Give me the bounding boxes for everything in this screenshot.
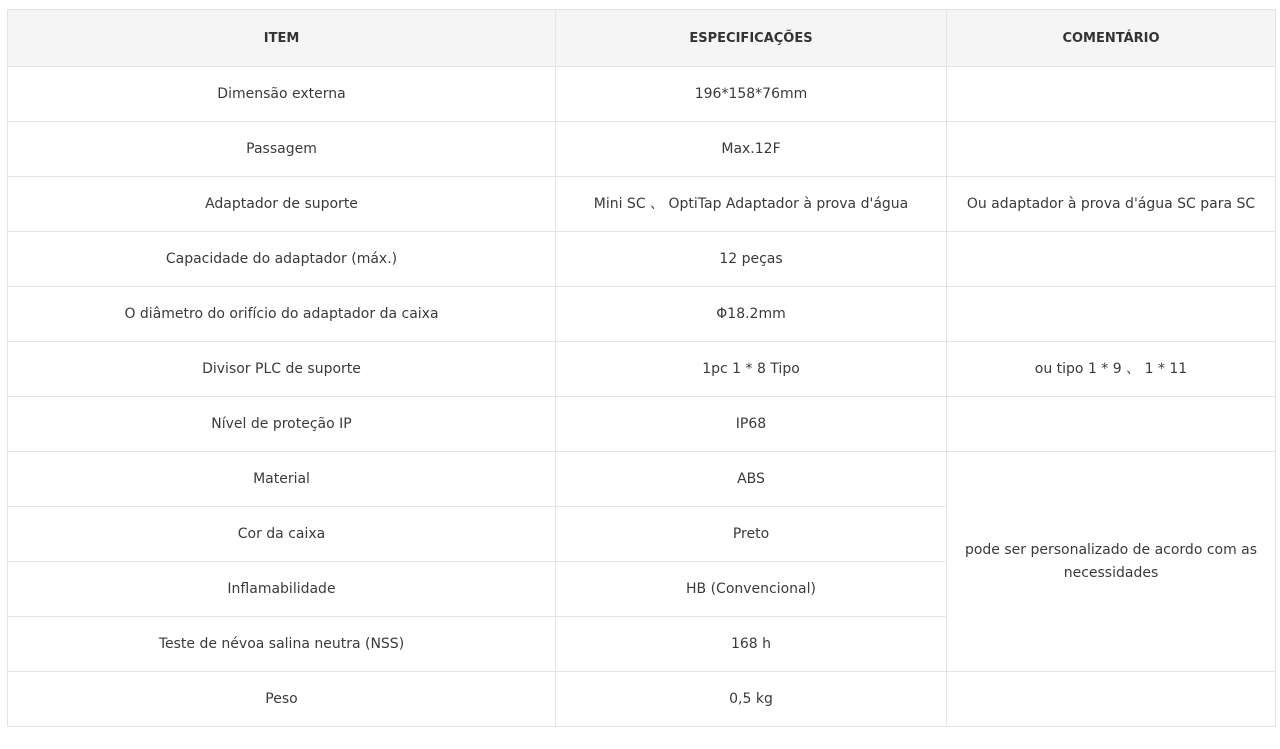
column-header-item: ITEM xyxy=(8,10,556,67)
comment-cell: ou tipo 1 * 9 、 1 * 11 xyxy=(947,342,1276,397)
spec-cell: 0,5 kg xyxy=(556,672,947,727)
spec-cell: ABS xyxy=(556,452,947,507)
comment-cell xyxy=(947,67,1276,122)
comment-cell xyxy=(947,232,1276,287)
spec-cell: 1pc 1 * 8 Tipo xyxy=(556,342,947,397)
table-row xyxy=(8,672,1276,727)
item-cell: Nível de proteção IP xyxy=(8,397,556,452)
table-header-row xyxy=(8,10,1276,67)
table-row xyxy=(8,177,1276,232)
spec-cell: Max.12F xyxy=(556,122,947,177)
item-cell: Material xyxy=(8,452,556,507)
item-cell: Adaptador de suporte xyxy=(8,177,556,232)
spec-cell: 12 peças xyxy=(556,232,947,287)
table-row xyxy=(8,342,1276,397)
table-row xyxy=(8,452,1276,507)
table-row xyxy=(8,287,1276,342)
item-cell: Cor da caixa xyxy=(8,507,556,562)
item-cell: Passagem xyxy=(8,122,556,177)
spec-cell: Preto xyxy=(556,507,947,562)
spec-table xyxy=(7,9,1276,727)
item-cell: Teste de névoa salina neutra (NSS) xyxy=(8,617,556,672)
table-row xyxy=(8,397,1276,452)
spec-table-container xyxy=(7,9,1276,727)
column-header-comment: COMENTÁRIO xyxy=(947,10,1276,67)
comment-cell xyxy=(947,122,1276,177)
spec-cell: IP68 xyxy=(556,397,947,452)
item-cell: Capacidade do adaptador (máx.) xyxy=(8,232,556,287)
comment-cell-merged: pode ser personalizado de acordo com as necessidades xyxy=(947,452,1276,672)
spec-cell: HB (Convencional) xyxy=(556,562,947,617)
table-row xyxy=(8,232,1276,287)
item-cell: O diâmetro do orifício do adaptador da caixa xyxy=(8,287,556,342)
column-header-specifications: ESPECIFICAÇÕES xyxy=(556,10,947,67)
comment-cell xyxy=(947,287,1276,342)
spec-cell: 196*158*76mm xyxy=(556,67,947,122)
comment-cell xyxy=(947,672,1276,727)
item-cell: Peso xyxy=(8,672,556,727)
table-row xyxy=(8,122,1276,177)
spec-cell: 168 h xyxy=(556,617,947,672)
item-cell: Dimensão externa xyxy=(8,67,556,122)
spec-cell: Mini SC 、 OptiTap Adaptador à prova d'água xyxy=(556,177,947,232)
item-cell: Divisor PLC de suporte xyxy=(8,342,556,397)
spec-cell: Φ18.2mm xyxy=(556,287,947,342)
comment-cell xyxy=(947,397,1276,452)
comment-cell: Ou adaptador à prova d'água SC para SC xyxy=(947,177,1276,232)
item-cell: Inflamabilidade xyxy=(8,562,556,617)
table-row xyxy=(8,67,1276,122)
